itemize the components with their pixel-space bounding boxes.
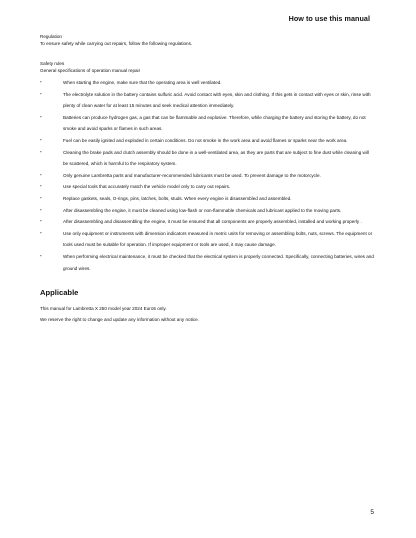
safety-rule-item — [40, 216, 375, 228]
safety-rule-item — [40, 251, 375, 274]
safety-rule-item — [40, 77, 375, 89]
safety-rule-text: Fuel can be easily ignited and exploded in certain conditions. Do not smoke in the work area and avoid flames or sparks near the work area. — [63, 137, 348, 143]
safety-rule-text: Use only equipment or instruments with dimension indicators measured in metric units for removing or assembling bolts, nuts, screws. The equipment or tools used must be suitable for operation. If improper equipment or tools are used, it may cause damage. — [63, 230, 373, 248]
bullet-dash: - — [40, 136, 42, 143]
bullet-dash: - — [40, 183, 42, 190]
safety-rule-item — [40, 135, 375, 147]
safety-rule-text: Only genuine Lambretta parts and manufacturer-recommended lubricants must be used. To prevent damage to the motorcycle. — [63, 172, 321, 178]
safety-rule-item — [40, 170, 375, 182]
safety-rule-text: The electrolyte solution in the battery contains sulfuric acid. Avoid contact with eyes, skin and clothing. If this gets in contact with eyes or skin, rinse with plenty of clean water for at least 15 minutes and seek medical attention immediately. — [63, 91, 371, 109]
safety-rule-text: After disassembling the engine, it must be cleaned using low-flash or non-flammable chemicals and lubricant applied to the moving parts. — [63, 207, 342, 213]
safety-rules-subheading: General specifications of operation manual repair — [40, 68, 141, 73]
bullet-dash: - — [40, 229, 42, 236]
bullet-dash: - — [40, 218, 42, 225]
page-header-title: How to use this manual — [288, 14, 370, 23]
bullet-dash: - — [40, 90, 42, 97]
safety-rule-text: When starting the engine, make sure that the operating area is well ventilated. — [63, 80, 222, 85]
safety-rule-text: Cleaning the brake pads and clutch assembly should be done in a well-ventilated area, as they are parts that are subject to fine dust while cleaning will be scattered, which is harmful to the respiratory system. — [63, 149, 369, 167]
page-content — [40, 33, 375, 325]
bullet-dash: - — [40, 148, 42, 155]
bullet-dash: - — [40, 206, 42, 213]
regulation-text: To ensure safety while carrying out repairs, follow the following regulations. — [40, 41, 193, 46]
regulation-heading: Regulation — [40, 34, 62, 39]
safety-rule-text: When performing electrical maintenance, it must be checked that the electrical system is properly connected. Specifically, connecting batteries, wires and ground wires. — [63, 253, 374, 271]
safety-rule-item — [40, 193, 375, 205]
safety-rule-item — [40, 147, 375, 170]
bullet-dash: - — [40, 113, 42, 120]
safety-rule-text: Replace gaskets, seals, O-rings, pins, latches, bolts, studs. When every engine is disassembled and assembled. — [63, 195, 292, 201]
safety-rules-list — [40, 77, 375, 274]
safety-rule-item — [40, 181, 375, 193]
bullet-dash: - — [40, 79, 42, 85]
page-number: 5 — [370, 509, 374, 516]
safety-rule-item — [40, 205, 375, 217]
bullet-dash: - — [40, 194, 42, 201]
applicable-disclaimer-line: We reserve the right to change and update any information without any notice. — [40, 316, 200, 322]
safety-rules-heading: Safety rules — [40, 61, 65, 66]
safety-rule-text: After disassembling and disassembling the engine, it must be ensured that all components are properly assembled, installed and working properly . — [63, 219, 362, 225]
safety-rule-text: Use special tools that accurately match the vehicle model only to carry out repairs. — [63, 184, 231, 190]
safety-rule-item — [40, 89, 375, 112]
bullet-dash: - — [40, 252, 42, 259]
applicable-model-line: This manual for Lambretta X 250 model year 2024 Euro5 only. — [40, 306, 167, 312]
safety-rule-item — [40, 112, 375, 135]
safety-rule-item — [40, 228, 375, 251]
applicable-section — [40, 304, 375, 325]
safety-rule-text: Batteries can produce hydrogen gas, a gas that can be flammable and explosive. Therefore, while charging the battery and storing the battery, do not smoke and avoid sparks or flames in such areas. — [63, 114, 366, 132]
applicable-heading: Applicable — [40, 288, 79, 298]
bullet-dash: - — [40, 171, 42, 178]
